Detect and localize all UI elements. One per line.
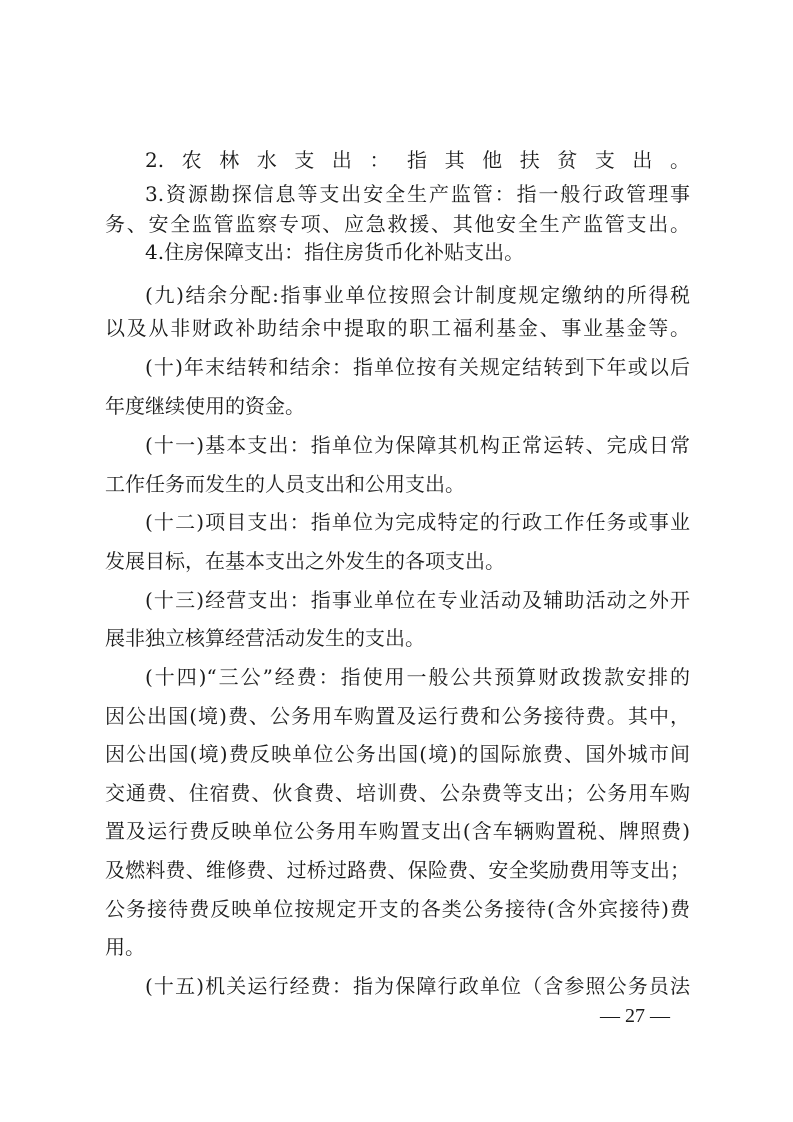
paragraph-line: 因公出国(境)费、公务用车购置及运行费和公务接待费。其中， <box>105 704 690 728</box>
paragraph-line: 工作任务而发生的人员支出和公用支出。 <box>105 472 465 496</box>
paragraph-line: (十四)“三公”经费：指使用一般公共预算财政拨款安排的 <box>145 665 690 689</box>
paragraph-line: (九)结余分配:指事业单位按照会计制度规定缴纳的所得税 <box>145 283 690 307</box>
paragraph-line: 3.资源勘探信息等支出安全生产监管：指一般行政管理事 <box>145 182 690 206</box>
paragraph-line: 用。 <box>105 935 145 959</box>
paragraph-line: 2.农林水支出：指其他扶贫支出。 <box>145 148 690 172</box>
paragraph-line: 务、安全监管监察专项、应急救援、其他安全生产监管支出。 <box>105 212 690 236</box>
paragraph-line: 以及从非财政补助结余中提取的职工福利基金、事业基金等。 <box>105 316 690 340</box>
paragraph-line: 公务接待费反映单位按规定开支的各类公务接待(含外宾接待)费 <box>105 897 690 921</box>
paragraph-line: 置及运行费反映单位公务用车购置支出(含车辆购置税、牌照费) <box>105 819 690 843</box>
paragraph-line: 年度继续使用的资金。 <box>105 394 305 418</box>
paragraph-line: 发展目标，在基本支出之外发生的各项支出。 <box>105 549 505 573</box>
paragraph-line: 展非独立核算经营活动发生的支出。 <box>105 626 425 650</box>
paragraph-line: (十五)机关运行经费：指为保障行政单位（含参照公务员法 <box>145 974 690 998</box>
paragraph-line: (十三)经营支出：指事业单位在专业活动及辅助活动之外开 <box>145 588 690 612</box>
paragraph-line: (十二)项目支出：指单位为完成特定的行政工作任务或事业 <box>145 510 690 534</box>
paragraph-line: (十)年末结转和结余：指单位按有关规定结转到下年或以后 <box>145 355 690 379</box>
paragraph-line: 4.住房保障支出：指住房货币化补贴支出。 <box>145 240 525 264</box>
page-number: — 27 — <box>600 1005 670 1027</box>
paragraph-line: (十一)基本支出：指单位为保障其机构正常运转、完成日常 <box>145 433 690 457</box>
paragraph-line: 因公出国(境)费反映单位公务出国(境)的国际旅费、国外城市间 <box>105 742 690 766</box>
paragraph-line: 及燃料费、维修费、过桥过路费、保险费、安全奖励费用等支出； <box>105 858 690 882</box>
paragraph-line: 交通费、住宿费、伙食费、培训费、公杂费等支出；公务用车购 <box>105 781 690 805</box>
